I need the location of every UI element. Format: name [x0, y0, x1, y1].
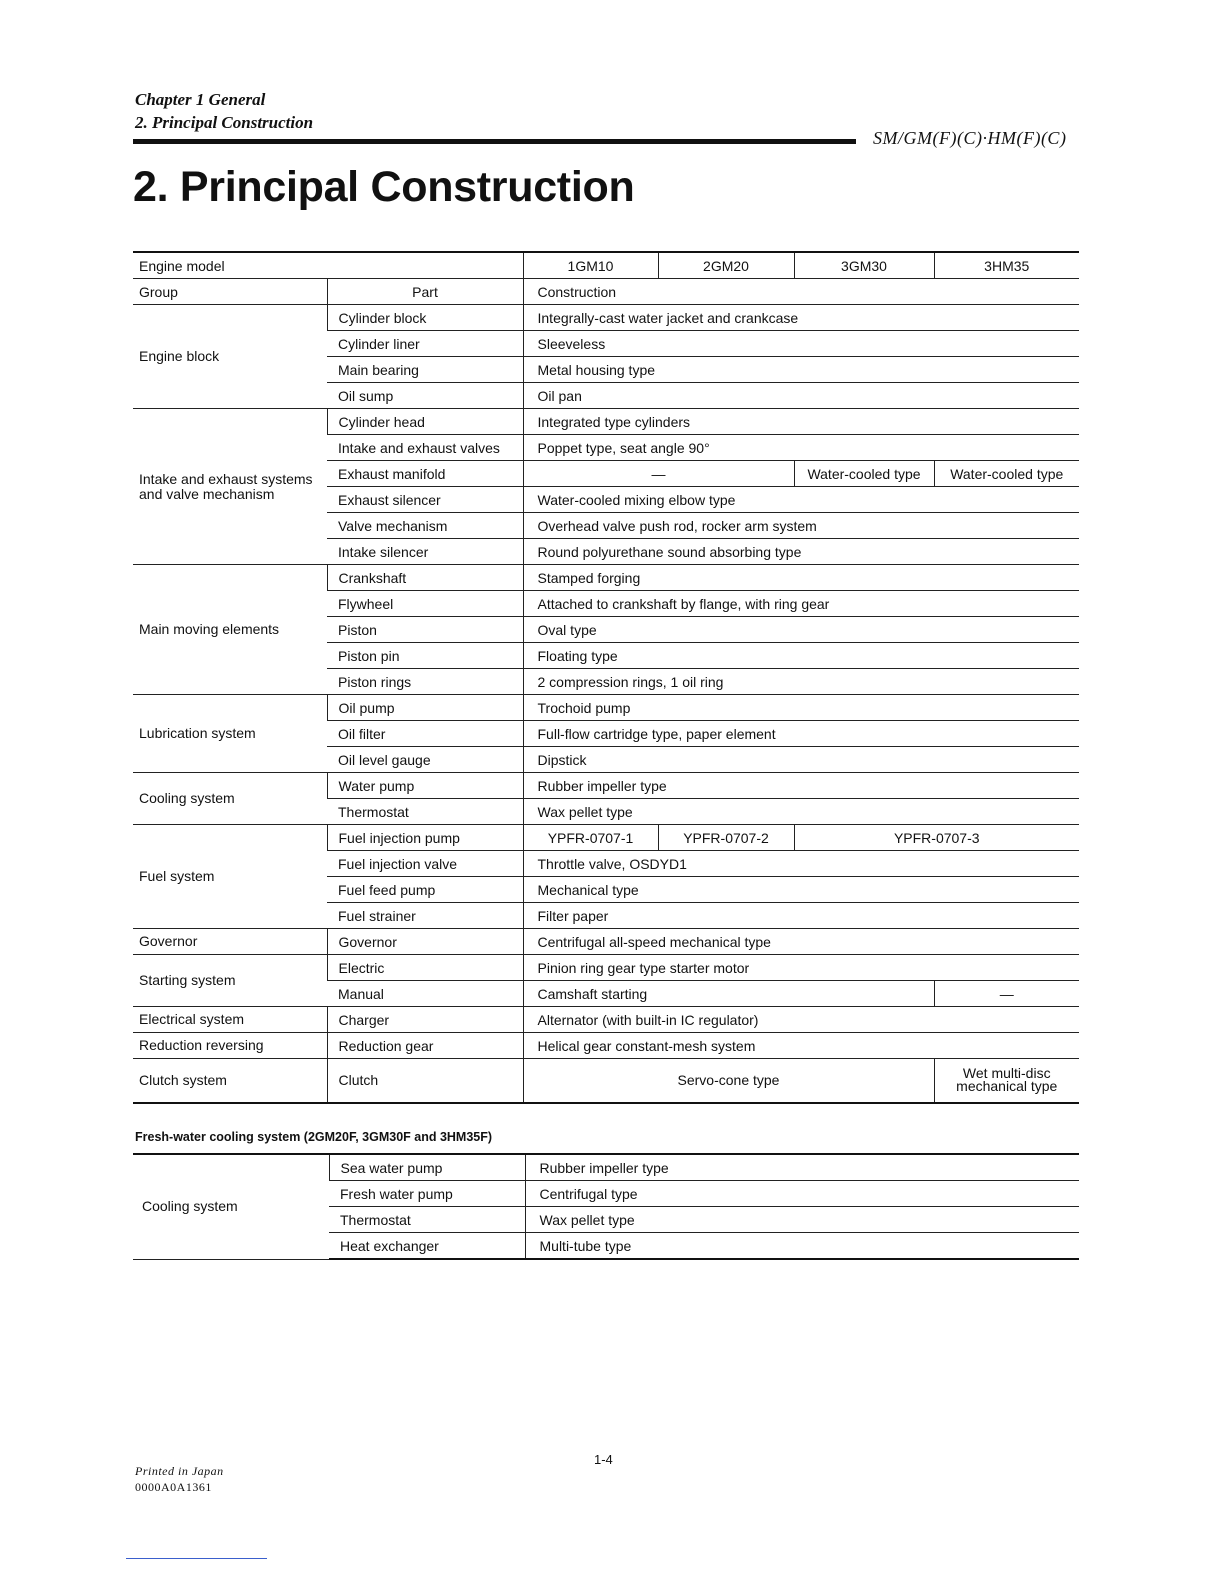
table-row [133, 1059, 1079, 1103]
construction-cell-2gm20: YPFR-0707-2 [658, 825, 794, 851]
table-row [133, 695, 1079, 721]
table-row [133, 565, 1079, 591]
construction-cell: Oil pan [523, 383, 1079, 409]
construction-cell: Overhead valve push rod, rocker arm system [523, 513, 1079, 539]
group-fuel: Fuel system [133, 825, 327, 929]
part-cell: Crankshaft [327, 565, 523, 591]
group-cooling: Cooling system [133, 773, 327, 825]
part-cell: Cylinder liner [327, 331, 523, 357]
construction-cell-1gm10: YPFR-0707-1 [523, 825, 658, 851]
part-cell: Piston [327, 617, 523, 643]
group-reduction-reversing: Reduction reversing [133, 1033, 327, 1059]
group-clutch: Clutch system [133, 1059, 327, 1103]
printed-note: Printed in Japan [135, 1464, 224, 1478]
part-cell: Manual [327, 981, 523, 1007]
model-1gm10: 1GM10 [523, 252, 658, 279]
part-cell: Sea water pump [329, 1154, 525, 1181]
header-rule [133, 139, 856, 144]
construction-cell: Throttle valve, OSDYD1 [523, 851, 1079, 877]
part-cell: Clutch [327, 1059, 523, 1103]
table-row [133, 955, 1079, 981]
part-cell: Intake silencer [327, 539, 523, 565]
table-row [133, 305, 1079, 331]
part-cell: Cylinder head [327, 409, 523, 435]
group-governor: Governor [133, 929, 327, 955]
fresh-water-cooling-table [133, 1153, 1079, 1260]
engine-model-range: SM/GM(F)(C)·HM(F)(C) [873, 128, 1067, 148]
part-cell: Thermostat [327, 799, 523, 825]
part-cell: Fuel feed pump [327, 877, 523, 903]
part-cell: Water pump [327, 773, 523, 799]
part-cell: Thermostat [329, 1207, 525, 1233]
group-engine-block: Engine block [133, 305, 327, 409]
table-row [133, 1007, 1079, 1033]
part-cell: Oil filter [327, 721, 523, 747]
part-cell: Heat exchanger [329, 1233, 525, 1260]
part-cell: Fresh water pump [329, 1181, 525, 1207]
table-row [133, 409, 1079, 435]
construction-cell: Helical gear constant-mesh system [523, 1033, 1079, 1059]
construction-cell: Full-flow cartridge type, paper element [523, 721, 1079, 747]
construction-cell: Poppet type, seat angle 90° [523, 435, 1079, 461]
table-row [133, 825, 1079, 851]
part-cell: Oil level gauge [327, 747, 523, 773]
part-cell: Piston pin [327, 643, 523, 669]
part-cell: Cylinder block [327, 305, 523, 331]
construction-cell: Oval type [523, 617, 1079, 643]
table-row [133, 1033, 1079, 1059]
construction-cell: Servo-cone type [523, 1059, 934, 1103]
part-cell: Exhaust silencer [327, 487, 523, 513]
construction-cell: Rubber impeller type [523, 773, 1079, 799]
part-cell: Fuel injection pump [327, 825, 523, 851]
model-3gm30: 3GM30 [794, 252, 934, 279]
construction-cell: Integrally-cast water jacket and crankcase [523, 305, 1079, 331]
part-cell: Valve mechanism [327, 513, 523, 539]
document-code: 0000A0A1361 [135, 1480, 212, 1494]
group-lubrication: Lubrication system [133, 695, 327, 773]
construction-cell: Alternator (with built-in IC regulator) [523, 1007, 1079, 1033]
part-cell: Fuel strainer [327, 903, 523, 929]
construction-cell: Integrated type cylinders [523, 409, 1079, 435]
construction-cell: Water-cooled mixing elbow type [523, 487, 1079, 513]
construction-cell: Filter paper [523, 903, 1079, 929]
part-cell: Exhaust manifold [327, 461, 523, 487]
construction-cell-3gm30-3hm35: YPFR-0707-3 [794, 825, 1079, 851]
section-heading: 2. Principal Construction [135, 113, 314, 132]
group-starting: Starting system [133, 955, 327, 1007]
part-cell: Main bearing [327, 357, 523, 383]
part-cell: Fuel injection valve [327, 851, 523, 877]
part-cell: Oil sump [327, 383, 523, 409]
construction-cell: Wax pellet type [525, 1207, 1079, 1233]
construction-cell: Attached to crankshaft by flange, with ring gear [523, 591, 1079, 617]
construction-cell-3hm35: — [934, 981, 1079, 1007]
engine-model-label: Engine model [133, 252, 523, 279]
model-2gm20: 2GM20 [658, 252, 794, 279]
col-part-header: Part [327, 279, 523, 305]
construction-cell: Multi-tube type [525, 1233, 1079, 1260]
engine-model-row [133, 252, 1079, 279]
construction-cell: Dipstick [523, 747, 1079, 773]
footer-divider [126, 1558, 267, 1559]
model-3hm35: 3HM35 [934, 252, 1079, 279]
construction-cell: Camshaft starting [523, 981, 934, 1007]
construction-cell-3hm35: Water-cooled type [934, 461, 1079, 487]
construction-cell: Floating type [523, 643, 1079, 669]
construction-cell: Sleeveless [523, 331, 1079, 357]
part-cell: Charger [327, 1007, 523, 1033]
part-cell: Oil pump [327, 695, 523, 721]
group-electrical: Electrical system [133, 1007, 327, 1033]
construction-cell: Wax pellet type [523, 799, 1079, 825]
col-construction-header: Construction [523, 279, 1079, 305]
construction-cell: 2 compression rings, 1 oil ring [523, 669, 1079, 695]
construction-cell: Centrifugal type [525, 1181, 1079, 1207]
construction-cell: Pinion ring gear type starter motor [523, 955, 1079, 981]
group-cooling: Cooling system [133, 1154, 329, 1259]
construction-cell: Stamped forging [523, 565, 1079, 591]
part-cell: Electric [327, 955, 523, 981]
part-cell: Reduction gear [327, 1033, 523, 1059]
group-main-moving-elements: Main moving elements [133, 565, 327, 695]
page-title: 2. Principal Construction [133, 163, 635, 211]
construction-cell: Round polyurethane sound absorbing type [523, 539, 1079, 565]
construction-cell: Mechanical type [523, 877, 1079, 903]
construction-cell: Centrifugal all-speed mechanical type [523, 929, 1079, 955]
table-row [133, 929, 1079, 955]
fresh-water-table-title: Fresh-water cooling system (2GM20F, 3GM30F and 3HM35F) [135, 1130, 493, 1144]
table-row [133, 1154, 1079, 1181]
construction-cell: Rubber impeller type [525, 1154, 1079, 1181]
construction-cell: Metal housing type [523, 357, 1079, 383]
part-cell: Flywheel [327, 591, 523, 617]
part-cell: Piston rings [327, 669, 523, 695]
construction-cell: Trochoid pump [523, 695, 1079, 721]
col-group-header: Group [133, 279, 327, 305]
part-cell: Intake and exhaust valves [327, 435, 523, 461]
part-cell: Governor [327, 929, 523, 955]
page-number: 1-4 [594, 1452, 613, 1467]
construction-cell-3gm30: Water-cooled type [794, 461, 934, 487]
group-intake-exhaust: Intake and exhaust systems and valve mechanism [133, 409, 327, 565]
principal-construction-table [133, 251, 1079, 1104]
column-header-row [133, 279, 1079, 305]
table-row [133, 773, 1079, 799]
chapter-heading: Chapter 1 General [135, 90, 266, 109]
construction-cell-not-applicable: — [523, 461, 794, 487]
construction-cell-3hm35: Wet multi-disc mechanical type [934, 1059, 1079, 1103]
